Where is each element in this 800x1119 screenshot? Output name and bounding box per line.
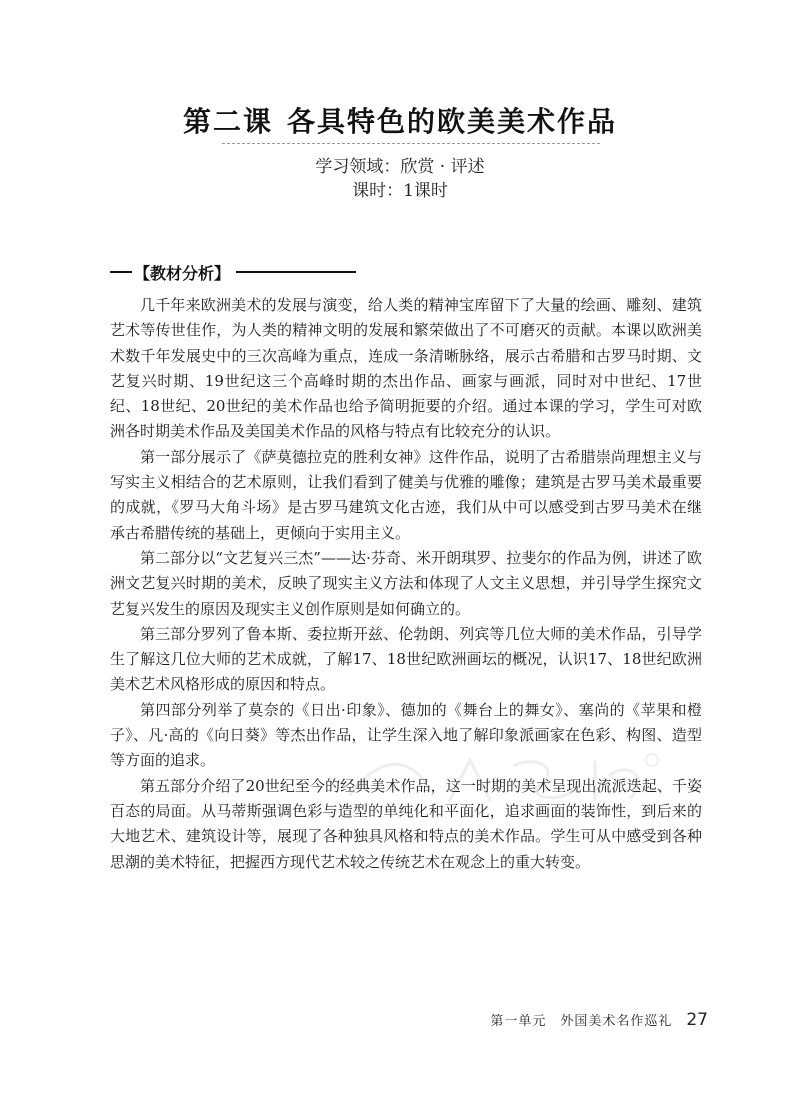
heading-rule-right (236, 271, 356, 273)
class-hours: 课时：1课时 (352, 181, 448, 201)
paragraph-intro: 几千年来欧洲美术的发展与演变，给人类的精神宝库留下了大量的绘画、雕刻、建筑艺术等传世佳作，为人类的精神文明的发展和繁荣做出了不可磨灭的贡献。本课以欧洲美术数千年发展史中的三次高峰为重点，连成一条清晰脉络，展示古希腊和古罗马时期、文艺复兴时期、19世纪这三个高峰时期的杰出作品、画家与画派，同时对中世纪、17世纪、18世纪、20世纪的美术作品也给予简明扼要的介绍。通过本课的学习，学生可对欧洲各时期美术作品及美国美术作品的风格与特点有比较充分的认识。 (110, 296, 702, 441)
page-number: 27 (686, 1010, 708, 1030)
analysis-body (110, 293, 702, 875)
paragraph-part-one: 第一部分展示了《萨莫德拉克的胜利女神》这件作品，说明了古希腊崇尚理想主义与写实主义相结合的艺术原则，让我们看到了健美与优雅的雕像；建筑是古罗马美术最重要的成就，《罗马大角斗场》是古罗马建筑文化古迹，我们从中可以感受到古罗马美术在继承古希腊传统的基础上，更倾向于实用主义。 (110, 447, 702, 542)
paragraph-part-three: 第三部分罗列了鲁本斯、委拉斯开兹、伦勃朗、列宾等几位大师的美术作品，引导学生了解这几位大师的艺术成就，了解17、18世纪欧洲画坛的概况，认识17、18世纪欧洲美术艺术风格形成的原因和特点。 (110, 624, 702, 694)
heading-rule-left (110, 271, 132, 273)
footer-unit: 第一单元 (490, 1014, 547, 1029)
learning-domain: 学习领域：欣赏 · 评述 (315, 157, 485, 177)
footer-unit-title: 外国美术名作巡礼 (560, 1014, 673, 1029)
paragraph-part-five: 第五部分介绍了20世纪至今的经典美术作品，这一时期的美术呈现出流派迭起、千姿百态的局面。从马蒂斯强调色彩与造型的单纯化和平面化，追求画面的装饰性，到后来的大地艺术、建筑设计等，展现了各种独具风格和特点的美术作品。学生可从中感受到各种思潮的美术特征，把握西方现代艺术较之传统艺术在观念上的重大转变。 (110, 776, 702, 871)
lesson-title (0, 100, 800, 140)
lesson-title-text: 各具特色的欧美美术作品 (287, 105, 618, 138)
title-divider (222, 143, 600, 144)
section-heading (110, 261, 356, 283)
paragraph-part-two: 第二部分以“文艺复兴三杰”——达·芬奇、米开朗琪罗、拉斐尔的作品为例，讲述了欧洲文艺复兴时期的美术，反映了现实主义方法和体现了人文主义思想，并引导学生探究文艺复兴发生的原因及现实主义创作原则是如何确立的。 (110, 548, 702, 618)
section-heading-text: 【教材分析】 (134, 263, 231, 283)
page-footer (490, 1010, 708, 1030)
lesson-number: 第二课 (182, 105, 273, 138)
paragraph-part-four: 第四部分列举了莫奈的《日出·印象》、德加的《舞台上的舞女》、塞尚的《苹果和橙子》、凡·高的《向日葵》等杰出作品，让学生深入地了解印象派画家在色彩、构图、造型等方面的追求。 (110, 700, 702, 770)
